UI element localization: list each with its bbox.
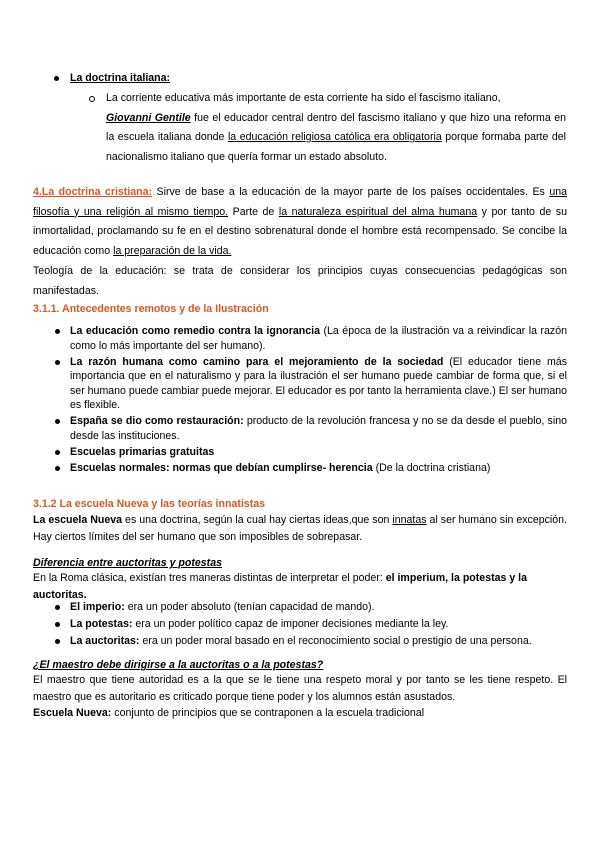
escuela-nueva-line: Escuela Nueva: conjunto de principios que se contraponen a la escuela tradicional <box>33 707 425 719</box>
bullet-dot <box>55 450 60 455</box>
theology-paragraph: Teología de la educación: se trata de considerar los principios cuyas consecuencias pedagógicas son manifestadas. <box>33 265 567 297</box>
bullet-dot <box>55 639 60 644</box>
difference-heading: Diferencia entre auctoritas y potestas <box>33 557 222 569</box>
gentile-name: Giovanni Gentile <box>106 111 191 124</box>
christian-heading: 4.La doctrina cristiana: <box>33 186 153 198</box>
bullet-dot <box>55 466 60 471</box>
bullet-dot <box>55 622 60 627</box>
difference-paragraph: En la Roma clásica, existían tres maneras distintas de interpretar el poder: el imperium, la potestas y la auctoritas. <box>33 572 528 601</box>
bullet-dot <box>55 360 60 365</box>
list-item: La potestas: era un poder político capaz de imponer decisiones mediante la ley. <box>33 617 567 633</box>
list-item: El imperio: era un poder absoluto (tenían capacidad de mando). <box>33 600 567 616</box>
section-312-paragraph: La escuela Nueva es una doctrina, según la cual hay ciertas ideas,que son innatas al ser humano sin excepción. Hay ciertos límites del ser humano que son imposibles de sobrepasar. <box>33 514 567 543</box>
teacher-paragraph: El maestro que tiene autoridad es a la que se le tiene una respeto moral y por tanto se les tiene respeto. El maestro que es autoritario es criticado porque tiene poder y los alumnos están asustados. <box>33 674 567 703</box>
list-item: La auctoritas: era un poder moral basado en el reconocimiento social o prestigio de una persona. <box>33 634 567 650</box>
italian-paragraph: La corriente educativa más importante de esta corriente ha sido el fascismo italiano, Giovanni Gentile fue el educador central dentro del fascismo italiano y que hizo una reforma en la escuela italiana donde la educación religiosa católica era obligatoria porque formaba parte del nacionalismo italiano que quería formar un estado absoluto. <box>106 92 567 163</box>
bullet-dot <box>55 329 60 334</box>
list-item: Escuelas primarias gratuitas <box>33 445 567 460</box>
bullet-dot <box>55 419 60 424</box>
list-item: La razón humana como camino para el mejoramiento de la sociedad (El educador tiene más importancia que en el naturalismo y para la ilustración el ser humano puede cambiar de forma que, si el ser humano puede cambiar puede mejorar. El educador es por tanto la herramienta clave.) El ser humano es flexible. <box>33 355 567 413</box>
section-311-heading: 3.1.1. Antecedentes remotos y de la Ilustración <box>33 303 269 315</box>
list-item: La educación como remedio contra la ignorancia (La época de la ilustración va a reivindicar la razón como lo más importante del ser humano). <box>33 324 567 353</box>
christian-paragraph: 4.La doctrina cristiana: Sirve de base a la educación de la mayor parte de los países occidentales. Es una filosofía y una religión al mismo tiempo. Parte de la naturaleza espiritual del alma humana y por tanto de su inmortalidad, proclamando su fe en el destino sobrenatural donde el hombre está recompensado. Se concibe la educación como la preparación de la vida. <box>33 186 567 257</box>
italian-heading: La doctrina italiana: <box>70 72 171 84</box>
bullet-dot <box>55 605 60 610</box>
difference-list <box>33 600 567 651</box>
section-312-heading: 3.1.2 La escuela Nueva y las teorías innatistas <box>33 498 266 510</box>
list-item: España se dio como restauración: producto de la revolución francesa y no se da desde el pueblo, sino desde las instituciones. <box>33 414 567 443</box>
section-311-list <box>33 324 567 477</box>
bullet-dot <box>54 76 59 81</box>
teacher-heading: ¿El maestro debe dirigirse a la auctoritas o a la potestas? <box>33 659 324 671</box>
list-item: Escuelas normales: normas que debían cumplirse- herencia (De la doctrina cristiana) <box>33 461 567 476</box>
sub-bullet-ring <box>89 96 95 102</box>
